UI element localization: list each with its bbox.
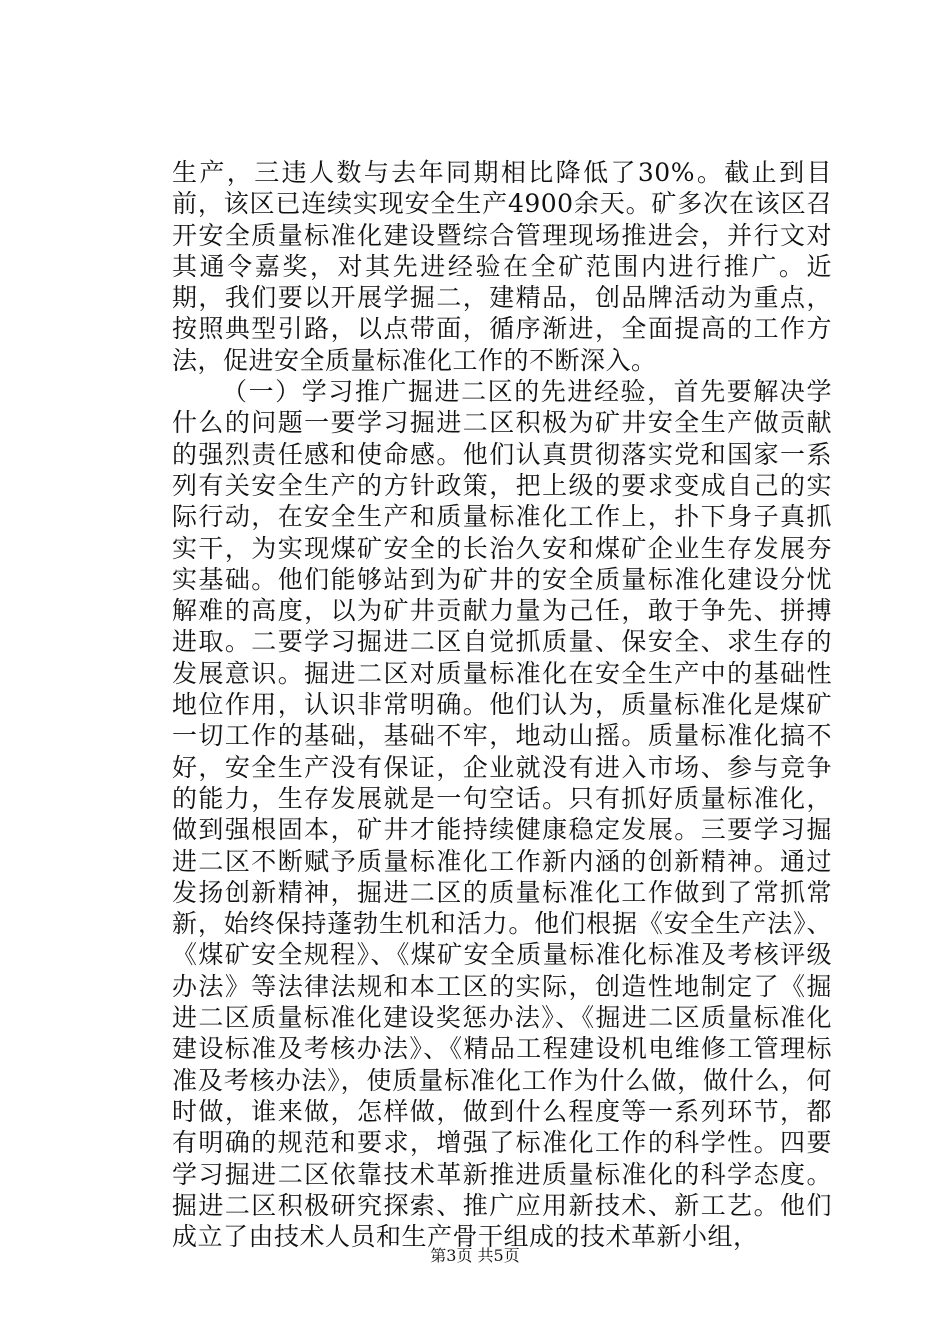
paragraph-1: 生产，三违人数与去年同期相比降低了30%。截止到目前，该区已连续实现安全生产4900余天。矿多次在该区召开安全质量标准化建设暨综合管理现场推进会，并行文对其通令嘉奖，对其先进经验在全矿范围内进行推广。近期，我们要以开展学掘二，建精品，创品牌活动为重点，按照典型引路，以点带面，循序渐进，全面提高的工作方法，促进安全质量标准化工作的不断深入。: [172, 158, 832, 375]
paragraph-2: （一）学习推广掘进二区的先进经验，首先要解决学什么的问题一要学习掘进二区积极为矿井安全生产做贡献的强烈责任感和使命感。他们认真贯彻落实党和国家一系列有关安全生产的方针政策，把上级的要求变成自己的实际行动，在安全生产和质量标准化工作上，扑下身子真抓实干，为实现煤矿安全的长治久安和煤矿企业生存发展夯实基础。他们能够站到为矿井的安全质量标准化建设分忧解难的高度，以为矿井贡献力量为己任，敢于争先、拼搏进取。二要学习掘进二区自觉抓质量、保安全、求生存的发展意识。掘进二区对质量标准化在安全生产中的基础性地位作用，认识非常明确。他们认为，质量标准化是煤矿一切工作的基础，基础不牢，地动山摇。质量标准化搞不好，安全生产没有保证，企业就没有进入市场、参与竞争的能力，生存发展就是一句空话。只有抓好质量标准化，做到强根固本，矿井才能持续健康稳定发展。三要学习掘进二区不断赋予质量标准化工作新内涵的创新精神。通过发扬创新精神，掘进二区的质量标准化工作做到了常抓常新，始终保持蓬勃生机和活力。他们根据《安全生产法》、《煤矿安全规程》、《煤矿安全质量标准化标准及考核评级办法》等法律法规和本工区的实际，创造性地制定了《掘进二区质量标准化建设奖惩办法》、《掘进二区质量标准化建设标准及考核办法》、《精品工程建设机电维修工管理标准及考核办法》，使质量标准化工作为什么做，做什么，何时做，谁来做，怎样做，做到什么程度等一系列环节，都有明确的规范和要求，增强了标准化工作的科学性。四要学习掘进二区依靠技术革新推进质量标准化的科学态度。掘进二区积极研究探索、推广应用新技术、新工艺。他们成立了由技术人员和生产骨干组成的技术革新小组，: [172, 377, 832, 1252]
page-footer: 第3页 共5页: [430, 1246, 520, 1265]
body-text: [172, 157, 832, 1252]
